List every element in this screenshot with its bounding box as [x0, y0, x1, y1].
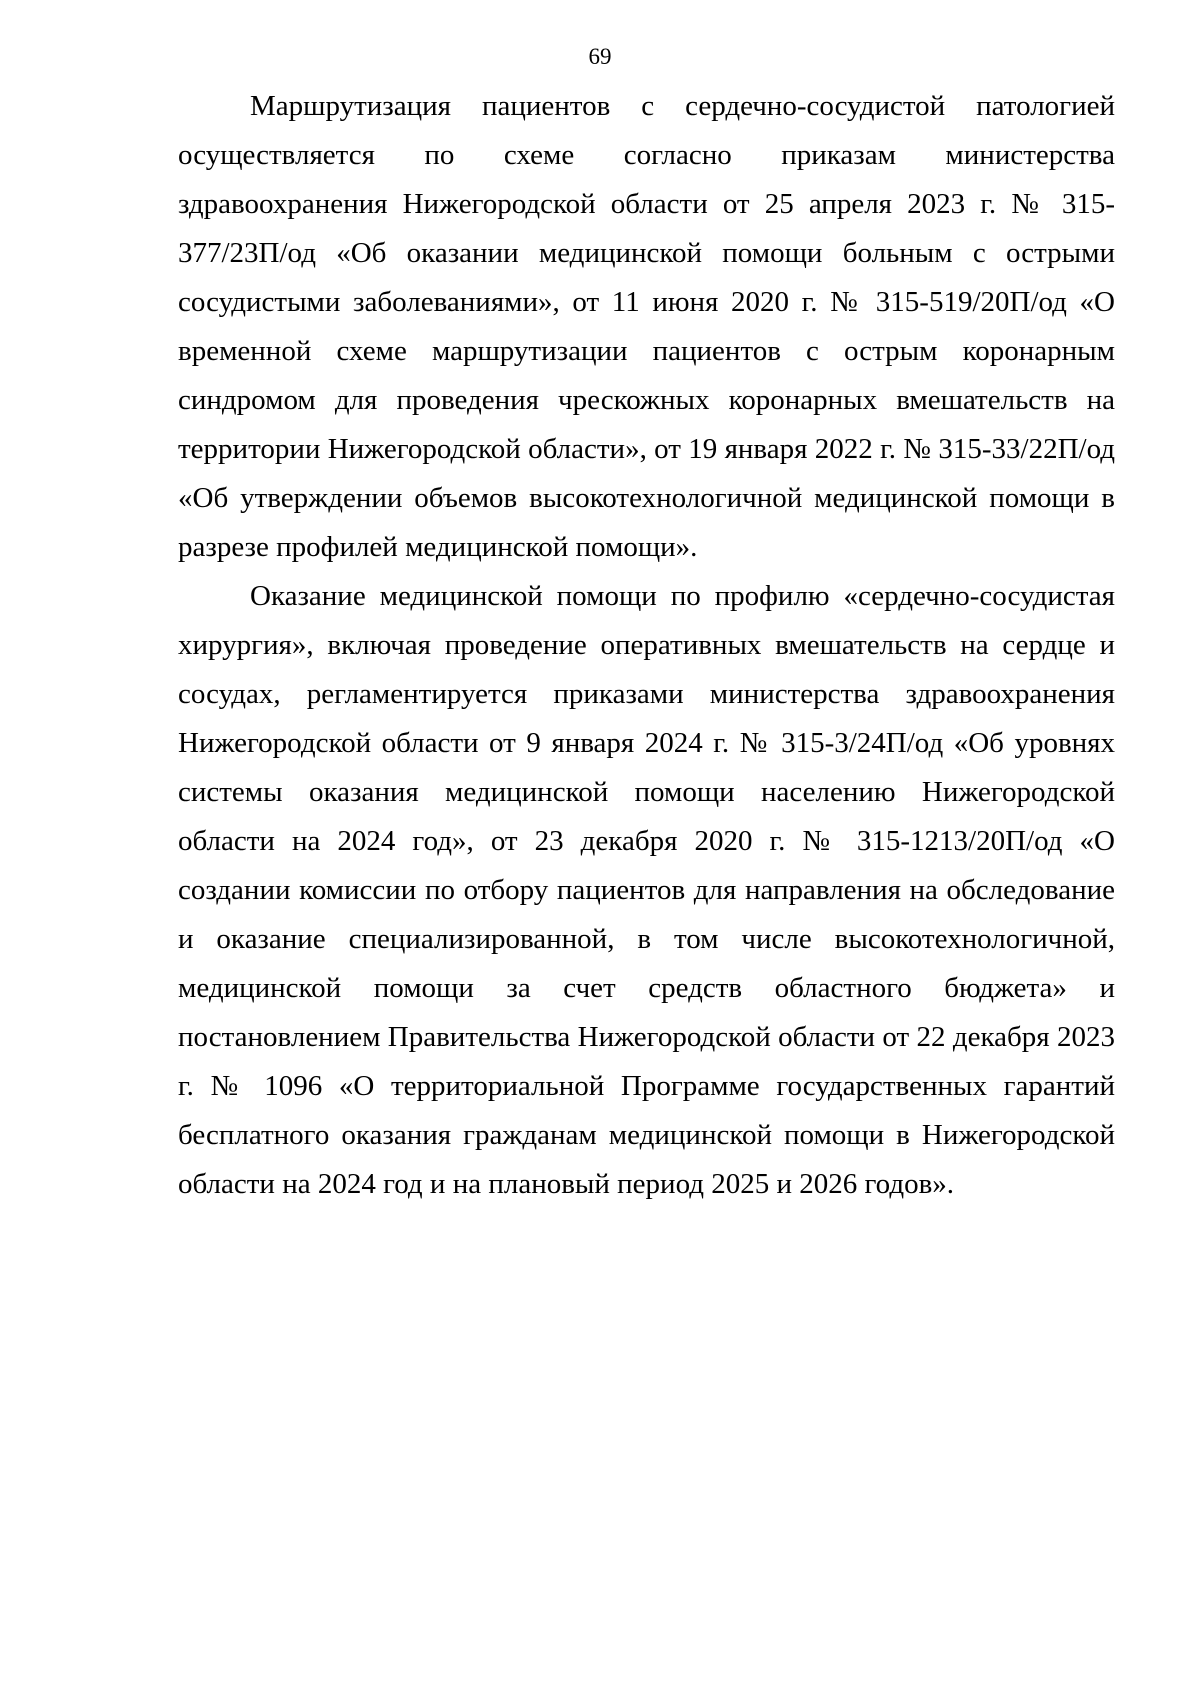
paragraph-cardiovascular-routing: Маршрутизация пациентов с сердечно-сосудистой патологией осуществляется по схеме согласно приказам министерства здравоохранения Нижегородской области от 25 апреля 2023 г. № 315-377/23П/од «Об оказании медицинской помощи больным с острыми сосудистыми заболеваниями», от 11 июня 2020 г. № 315-519/20П/од «О временной схеме маршрутизации пациентов с острым коронарным синдромом для проведения чрескожных коронарных вмешательств на территории Нижегородской области», от 19 января 2022 г. № 315-33/22П/од «Об утверждении объемов высокотехнологичной медицинской помощи в разрезе профилей медицинской помощи». [178, 90, 1115, 563]
document-body [178, 82, 1115, 1209]
page-number: 69 [588, 44, 612, 69]
paragraph-cardiovascular-surgery: Оказание медицинской помощи по профилю «сердечно-сосудистая хирургия», включая проведение оперативных вмешательств на сердце и сосудах, регламентируется приказами министерства здравоохранения Нижегородской области от 9 января 2024 г. № 315-3/24П/од «Об уровнях системы оказания медицинской помощи населению Нижегородской области на 2024 год», от 23 декабря 2020 г. № 315-1213/20П/од «О создании комиссии по отбору пациентов для направления на обследование и оказание специализированной, в том числе высокотехнологичной, медицинской помощи за счет средств областного бюджета» и постановлением Правительства Нижегородской области от 22 декабря 2023 г. № 1096 «О территориальной Программе государственных гарантий бесплатного оказания гражданам медицинской помощи в Нижегородской области на 2024 год и на плановый период 2025 и 2026 годов». [178, 580, 1115, 1200]
